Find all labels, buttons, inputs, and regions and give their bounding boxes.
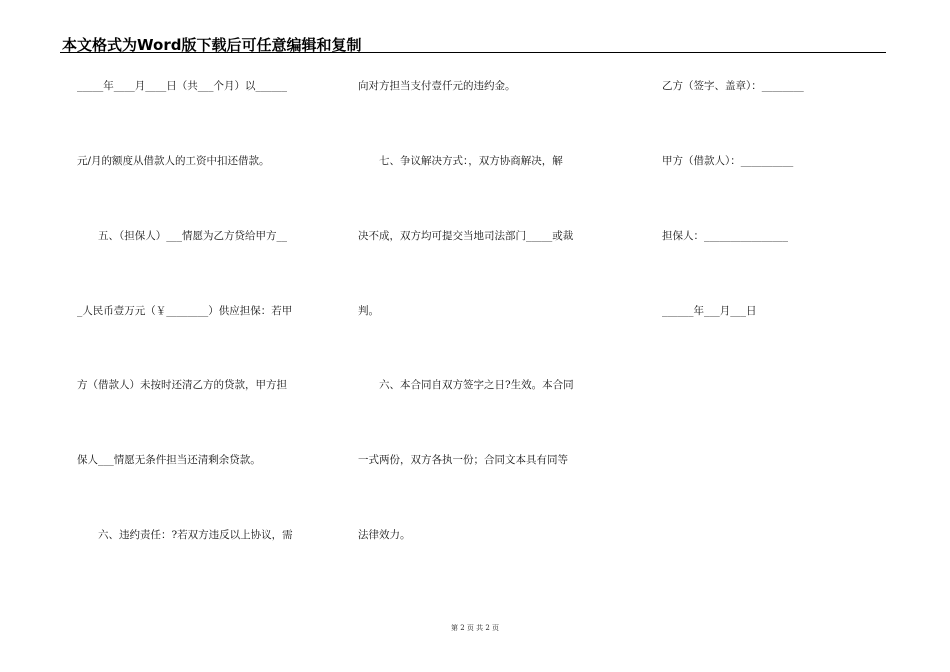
col2-line-4: 判。 — [358, 305, 379, 317]
document-header-title: 本文格式为Word版下载后可任意编辑和复制 — [62, 36, 362, 54]
col1-line-2: 元/月的额度从借款人的工资中扣还借款。 — [77, 155, 270, 167]
col2-line-5: 六、本合同自双方签字之日?生效。本合同 — [358, 379, 574, 391]
col1-line-5: 方（借款人）未按时还清乙方的贷款，甲方担 — [77, 379, 287, 391]
col1-line-4: _人民币壹万元（￥________）供应担保：若甲 — [77, 305, 293, 317]
col2-line-2: 七、争议解决方式：，双方协商解决，解 — [358, 155, 563, 167]
col1-line-3: 五、（担保人）___情愿为乙方贷给甲方__ — [77, 230, 287, 242]
header-divider — [60, 52, 886, 53]
signature-party-a: 甲方（借款人）：__________ — [662, 155, 794, 167]
col2-line-3: 决不成，双方均可提交当地司法部门_____或裁 — [358, 230, 574, 242]
col1-line-7: 六、违约责任：?若双方违反以上协议，需 — [77, 529, 293, 541]
signature-date: ______年___月___日 — [662, 305, 757, 317]
col1-line-1: _____年____月____日（共___个月）以______ — [77, 80, 287, 92]
col2-line-1: 向对方担当支付壹仟元的违约金。 — [358, 80, 516, 92]
signature-party-b: 乙方（签字、盖章）：________ — [662, 80, 804, 92]
signature-guarantor: 担保人：________________ — [662, 230, 788, 242]
col1-line-6: 保人___情愿无条件担当还清剩余贷款。 — [77, 454, 261, 466]
page-number: 第 2 页 共 2 页 — [450, 624, 500, 632]
col2-line-6: 一式两份，双方各执一份；合同文本具有同等 — [358, 454, 568, 466]
col2-line-7: 法律效力。 — [358, 529, 411, 541]
